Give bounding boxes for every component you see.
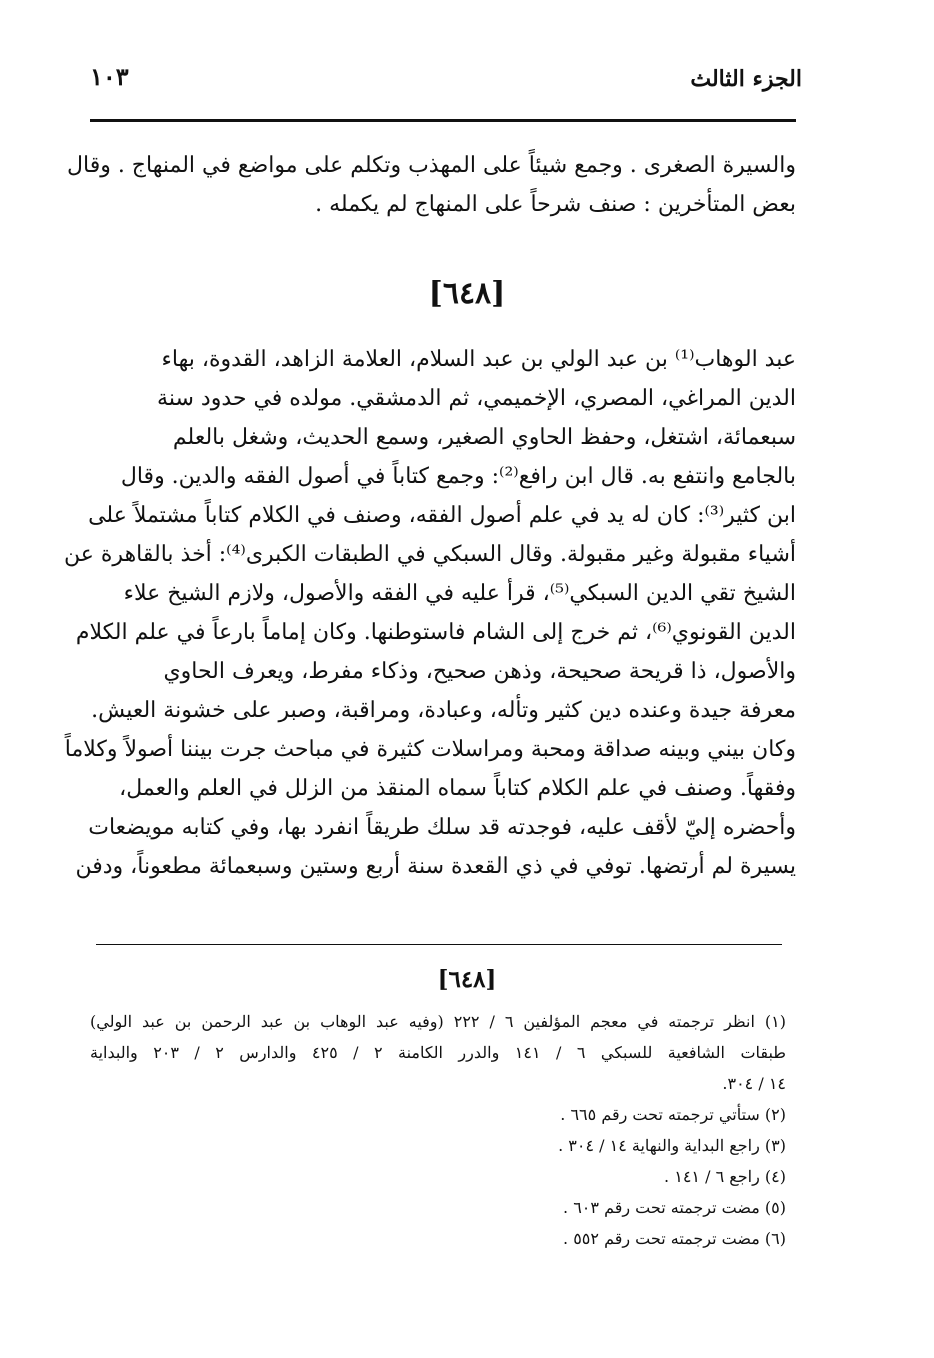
entry-number-heading: [٦٤٨] xyxy=(428,276,506,311)
footnote-line: (٥) مضت ترجمته تحت رقم ٦٠٣ . xyxy=(563,1198,786,1217)
footnote-line: (٦) مضت ترجمته تحت رقم ٥٥٢ . xyxy=(563,1229,786,1248)
footnote-separator xyxy=(96,944,782,945)
text-line: الدين القونوي⁽⁶⁾، ثم خرج إلى الشام فاستوطنها. وكان إماماً بارعاً في علم الكلام xyxy=(75,620,796,645)
text-line: والسيرة الصغرى . وجمع شيئاً على المهذب وتكلم على مواضع في المنهاج . وقال xyxy=(67,153,796,178)
text-line: وأحضره إليّ لأقف عليه، فوجدته قد سلك طريقاً انفرد بها، وفي كتابه مويضعات xyxy=(88,815,796,840)
text-line: عبد الوهاب⁽¹⁾ بن عبد الولي بن عبد السلام، العلامة الزاهد، القدوة، بهاء xyxy=(161,347,796,372)
entry-paragraph xyxy=(64,340,796,886)
footnotes-block xyxy=(90,1006,786,1254)
footnote-line: (٣) راجع البداية والنهاية ١٤ / ٣٠٤ . xyxy=(558,1136,786,1155)
text-line: والأصول، ذا قريحة صحيحة، وذهن صحيح، وذكاء مفرط، ويعرف الحاوي xyxy=(163,659,796,684)
text-line: ابن كثير⁽³⁾: كان له يد في علم أصول الفقه، وصنف في الكلام كتاباً مشتملاً على xyxy=(88,503,796,528)
text-line: معرفة جيدة وعنده دين كثير وتأله، وعبادة، ومراقبة، وصبر على خشونة العيش. xyxy=(91,698,796,723)
footnote-line: ١٤ / ٣٠٤. xyxy=(722,1074,786,1093)
running-header-title: الجزء الثالث xyxy=(690,66,802,92)
text-line: يسيرة لم أرتضها. توفي في ذي القعدة سنة أربع وستين وسبعمائة مطعوناً، ودفن xyxy=(75,854,796,879)
footnote-entry-heading: [٦٤٨] xyxy=(437,966,497,993)
text-line: أشياء مقبولة وغير مقبولة. وقال السبكي في الطبقات الكبرى⁽⁴⁾: أخذ بالقاهرة عن xyxy=(64,542,796,567)
text-line: بعض المتأخرين : صنف شرحاً على المنهاج لم يكمله . xyxy=(315,192,796,217)
text-line: الشيخ تقي الدين السبكي⁽⁵⁾، قرأ عليه في الفقه والأصول، ولازم الشيخ علاء xyxy=(123,581,796,606)
text-line: الدين المراغي، المصري، الإخميمي، ثم الدمشقي. مولده في حدود سنة xyxy=(157,386,796,411)
footnote-line: (٢) ستأتي ترجمته تحت رقم ٦٦٥ . xyxy=(560,1105,786,1124)
text-line: بالجامع وانتفع به. قال ابن رافع⁽²⁾: وجمع كتاباً في أصول الفقه والدين. وقال xyxy=(120,464,796,489)
intro-paragraph xyxy=(67,146,796,224)
text-line: وكان بيني وبينه صداقة ومحبة ومراسلات كثيرة في مباحث جرت بيننا أصولاً وكلاماً xyxy=(64,737,796,762)
header-rule xyxy=(90,119,796,122)
footnote-line: (١) انظر ترجمته في معجم المؤلفين ٦ / ٢٢٢ (وفيه عبد الوهاب بن عبد الرحمن بن عبد الولي) xyxy=(90,1012,786,1031)
text-line: سبعمائة، اشتغل، وحفظ الحاوي الصغير، وسمع الحديث، وشغل بالعلم xyxy=(172,425,796,450)
text-line: وفقهاً. وصنف في علم الكلام كتاباً سماه المنقذ من الزلل في العلم والعمل، xyxy=(119,776,796,801)
footnote-line: (٤) راجع ٦ / ١٤١ . xyxy=(664,1167,786,1186)
page-number: ١٠٣ xyxy=(90,62,129,91)
footnote-line: طبقات الشافعية للسبكي ٦ / ١٤١ والدرر الكامنة ٢ / ٤٢٥ والدارس ٢ / ٢٠٣ والبداية xyxy=(90,1043,787,1062)
